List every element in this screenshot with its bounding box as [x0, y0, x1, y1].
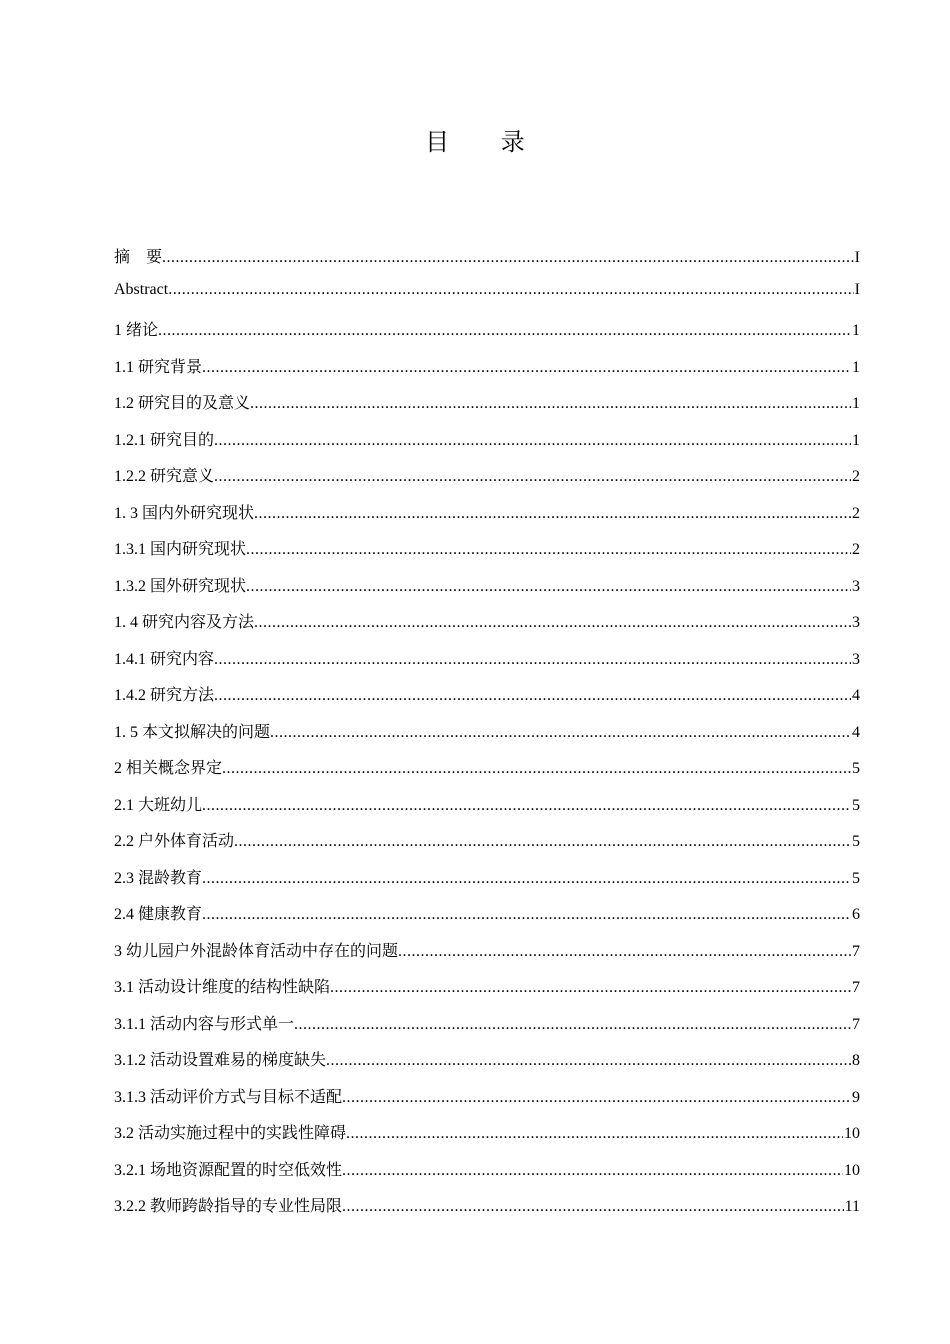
toc-entry[interactable] — [114, 719, 860, 756]
toc-entry[interactable] — [114, 1011, 860, 1048]
toc-entry-label: 2.4 健康教育 — [114, 906, 203, 923]
dot-leader — [202, 359, 851, 377]
toc-entry-page: 3 — [852, 650, 860, 668]
toc-entry-label: 3.2.2 教师跨龄指导的专业性局限 — [114, 1198, 343, 1215]
dot-leader — [398, 943, 851, 961]
toc-entry-label: 3.1.1 活动内容与形式单一 — [114, 1015, 295, 1033]
toc-entry[interactable] — [114, 938, 860, 975]
toc-entry[interactable] — [114, 573, 860, 610]
toc-entry-page: 5 — [852, 869, 860, 887]
toc-entry[interactable] — [114, 828, 860, 865]
table-of-contents — [114, 244, 860, 1230]
toc-entry-label: 1 绪论 — [114, 322, 159, 339]
toc-entry-page: 5 — [852, 833, 860, 850]
toc-entry-label: 1.4.2 研究方法 — [114, 687, 215, 704]
toc-entry-label: 3.1.2 活动设置难易的梯度缺失 — [114, 1052, 327, 1069]
dot-leader — [246, 578, 851, 596]
toc-entry-page: 2 — [852, 468, 860, 485]
toc-entry-page: 1 — [852, 322, 860, 339]
toc-entry[interactable] — [114, 1157, 860, 1194]
dot-leader — [342, 1198, 844, 1216]
dot-leader — [222, 760, 851, 778]
toc-entry[interactable] — [114, 536, 860, 573]
dot-leader — [214, 687, 851, 705]
toc-entry[interactable] — [114, 1120, 860, 1157]
toc-entry[interactable] — [114, 755, 860, 792]
toc-entry[interactable] — [114, 1047, 860, 1084]
dot-leader — [326, 1052, 851, 1070]
toc-entry-label: 1.4.1 研究内容 — [114, 650, 215, 668]
toc-entry-page: 5 — [852, 760, 860, 777]
dot-leader — [330, 979, 851, 997]
dot-leader — [202, 870, 851, 888]
dot-leader — [254, 614, 851, 632]
toc-entry-page: 2 — [852, 541, 860, 558]
toc-entry-page: 4 — [852, 687, 860, 704]
dot-leader — [214, 468, 851, 486]
dot-leader — [202, 797, 851, 815]
dot-leader — [250, 395, 851, 413]
toc-entry-label: 2.1 大班幼儿 — [114, 796, 203, 814]
toc-entry-page: 3 — [852, 577, 860, 595]
dot-leader — [158, 322, 851, 340]
dot-leader — [246, 541, 851, 559]
toc-entry[interactable] — [114, 609, 860, 646]
toc-entry-label: 1.3.2 国外研究现状 — [114, 577, 247, 595]
toc-entry[interactable] — [114, 646, 860, 683]
dot-leader — [342, 1089, 851, 1107]
toc-entry-label: 1.2.2 研究意义 — [114, 468, 215, 485]
toc-entry-page: 1 — [852, 395, 860, 412]
dot-leader — [214, 651, 851, 669]
toc-entry-label: 1.1 研究背景 — [114, 358, 203, 376]
toc-entry-page: 7 — [852, 942, 860, 960]
toc-entry-page: 1 — [852, 431, 860, 449]
toc-entry[interactable] — [114, 974, 860, 1011]
toc-entry-label: 1.3.1 国内研究现状 — [114, 541, 247, 558]
toc-entry[interactable] — [114, 354, 860, 391]
toc-entry-label: 1.2 研究目的及意义 — [114, 395, 251, 412]
toc-entry-page: 4 — [852, 723, 860, 741]
dot-leader — [214, 432, 851, 450]
toc-entry-label: 3 幼儿园户外混龄体育活动中存在的问题 — [114, 942, 399, 960]
toc-entry-label: 1. 4 研究内容及方法 — [114, 614, 255, 631]
toc-entry[interactable] — [114, 1193, 860, 1230]
dot-leader — [234, 833, 851, 851]
dot-leader — [294, 1016, 851, 1034]
toc-entry[interactable] — [114, 390, 860, 427]
toc-entry-page: 1 — [852, 358, 860, 376]
dot-leader — [162, 249, 854, 267]
toc-entry-page: I — [854, 280, 860, 298]
toc-entry-page: I — [854, 249, 860, 266]
toc-entry-label: 3.2.1 场地资源配置的时空低效性 — [114, 1161, 343, 1179]
toc-entry-label: 2.3 混龄教育 — [114, 869, 203, 887]
toc-entry[interactable] — [114, 500, 860, 537]
toc-entry-page: 9 — [852, 1088, 860, 1106]
toc-entry[interactable] — [114, 792, 860, 829]
dot-leader — [346, 1125, 843, 1143]
toc-entry[interactable] — [114, 1084, 860, 1121]
dot-leader — [270, 724, 851, 742]
toc-entry-page: 3 — [852, 614, 860, 631]
toc-entry-page: 10 — [844, 1161, 860, 1179]
toc-entry[interactable] — [114, 317, 860, 354]
toc-entry[interactable] — [114, 244, 860, 281]
dot-leader — [342, 1162, 843, 1180]
toc-entry[interactable] — [114, 463, 860, 500]
dot-leader — [168, 281, 853, 299]
toc-entry-label: 摘 要 — [114, 249, 163, 266]
toc-entry-label: 2 相关概念界定 — [114, 760, 223, 777]
toc-entry[interactable] — [114, 427, 860, 464]
toc-entry-page: 11 — [844, 1198, 860, 1215]
toc-entry-label: 1. 3 国内外研究现状 — [114, 504, 255, 522]
toc-entry[interactable] — [114, 281, 860, 318]
page-title: 目 录 — [425, 128, 547, 156]
toc-entry[interactable] — [114, 901, 860, 938]
toc-entry-page: 5 — [852, 796, 860, 814]
dot-leader — [254, 505, 851, 523]
toc-entry-page: 10 — [844, 1125, 860, 1142]
toc-entry-page: 2 — [852, 504, 860, 522]
toc-entry-page: 7 — [852, 979, 860, 996]
toc-entry-label: 3.2 活动实施过程中的实践性障碍 — [114, 1125, 347, 1142]
toc-entry[interactable] — [114, 682, 860, 719]
toc-entry-page: 8 — [852, 1052, 860, 1069]
toc-entry-label: 3.1 活动设计维度的结构性缺陷 — [114, 979, 331, 996]
toc-entry-label: 2.2 户外体育活动 — [114, 833, 235, 850]
toc-entry[interactable] — [114, 865, 860, 902]
toc-entry-label: 3.1.3 活动评价方式与目标不适配 — [114, 1088, 343, 1106]
toc-entry-label: 1. 5 本文拟解决的问题 — [114, 723, 271, 741]
toc-entry-page: 6 — [852, 906, 860, 923]
dot-leader — [202, 906, 851, 924]
toc-entry-label: Abstract — [114, 280, 169, 298]
toc-entry-label: 1.2.1 研究目的 — [114, 431, 215, 449]
toc-entry-page: 7 — [852, 1015, 860, 1033]
